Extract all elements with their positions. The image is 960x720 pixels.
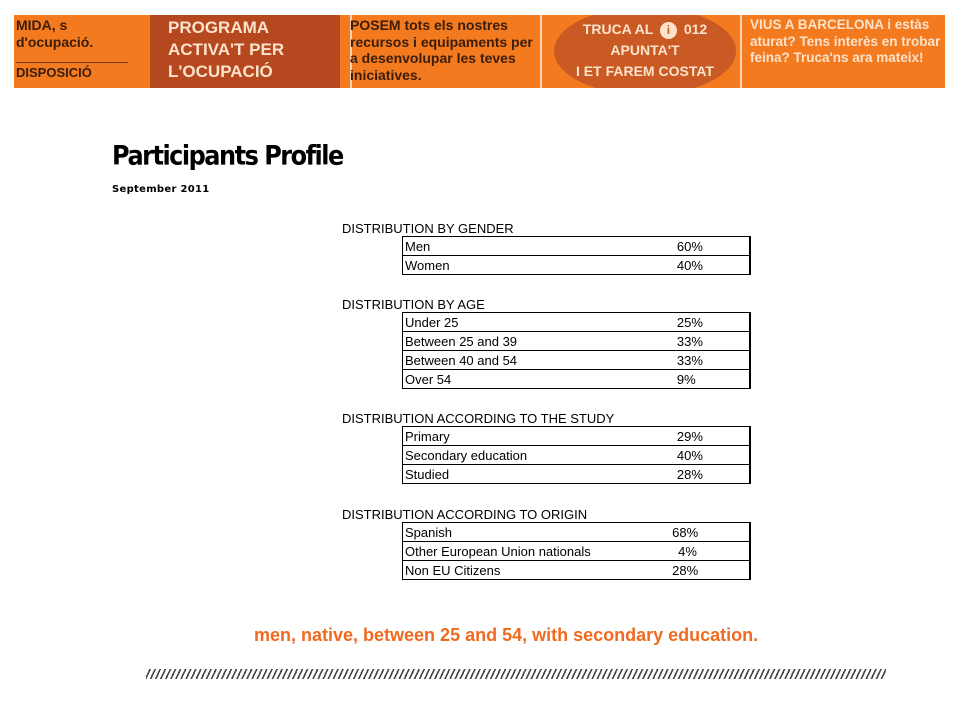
- row-value: 40%: [671, 256, 750, 275]
- section-heading-study: DISTRIBUTION ACCORDING TO THE STUDY: [342, 411, 615, 426]
- row-label: Other European Union nationals: [403, 542, 667, 561]
- banner-text: TRUCA AL: [582, 21, 654, 37]
- row-value: 33%: [671, 332, 750, 351]
- table-row: [403, 237, 751, 256]
- table-row: [403, 427, 751, 446]
- banner-text: I ET FAREM COSTAT: [576, 63, 714, 79]
- banner-segment-truca: [554, 15, 739, 88]
- table-row: [403, 523, 751, 542]
- table-row: [403, 332, 751, 351]
- row-label: Spanish: [403, 523, 667, 542]
- banner-text: APUNTA'T: [610, 42, 680, 58]
- row-value: 60%: [671, 237, 750, 256]
- row-label: Men: [403, 237, 671, 256]
- table-row: [403, 351, 751, 370]
- row-label: Women: [403, 256, 671, 275]
- row-label: Secondary education: [403, 446, 671, 465]
- banner-rule: [16, 62, 128, 63]
- section-heading-gender: DISTRIBUTION BY GENDER: [342, 221, 514, 236]
- row-label: Between 25 and 39: [403, 332, 671, 351]
- row-value: 29%: [671, 427, 750, 446]
- row-value: 40%: [671, 446, 750, 465]
- table-study: [402, 426, 751, 484]
- row-label: Under 25: [403, 313, 671, 332]
- hatched-divider: [146, 669, 886, 679]
- table-row: [403, 446, 751, 465]
- table-row: [403, 370, 751, 389]
- banner-segment-vius: [742, 15, 942, 88]
- conclusion-text: men, native, between 25 and 54, with secondary education.: [254, 625, 759, 645]
- table-row: [403, 561, 751, 580]
- banner-segment-programa: [150, 15, 340, 88]
- banner-phone: 012: [683, 21, 708, 37]
- row-value: 9%: [671, 370, 750, 389]
- row-value: 28%: [666, 561, 750, 580]
- page-subtitle: September 2011: [112, 184, 210, 195]
- row-label: Non EU Citizens: [403, 561, 667, 580]
- row-label: Studied: [403, 465, 671, 484]
- table-gender: [402, 236, 751, 275]
- table-row: [403, 542, 751, 561]
- banner-divider: [540, 15, 542, 88]
- banner-segment-posem: [340, 15, 540, 88]
- row-label: Between 40 and 54: [403, 351, 671, 370]
- table-row: [403, 313, 751, 332]
- row-value: 25%: [671, 313, 750, 332]
- banner-segment-mida: [14, 15, 142, 88]
- row-value: 33%: [671, 351, 750, 370]
- info-icon: i: [660, 22, 677, 39]
- row-value: 28%: [671, 465, 750, 484]
- page-title: Participants Profile: [112, 140, 343, 172]
- header-banner: [14, 15, 945, 88]
- row-label: Over 54: [403, 370, 671, 389]
- table-age: [402, 312, 751, 389]
- banner-text: POSEM tots els nostres recursos i equipaments per a desenvolupar les teves iniciatives.: [350, 17, 533, 83]
- table-origin: [402, 522, 751, 580]
- row-value: 68%: [666, 523, 750, 542]
- row-label: Primary: [403, 427, 671, 446]
- banner-text: VIUS A BARCELONA i estàs aturat? Tens interès en trobar feina? Truca'ns ara mateix!: [750, 17, 941, 65]
- table-row: [403, 256, 751, 275]
- banner-text: MIDA, s d'ocupació.: [16, 17, 94, 50]
- section-heading-origin: DISTRIBUTION ACCORDING TO ORIGIN: [342, 507, 588, 522]
- section-heading-age: DISTRIBUTION BY AGE: [342, 297, 485, 312]
- banner-program-title: PROGRAMA ACTIVA'T PER L'OCUPACIÓ: [168, 18, 285, 81]
- banner-text: DISPOSICIÓ: [16, 65, 92, 80]
- table-row: [403, 465, 751, 484]
- banner-call-text: [554, 19, 736, 82]
- row-value: 4%: [666, 542, 750, 561]
